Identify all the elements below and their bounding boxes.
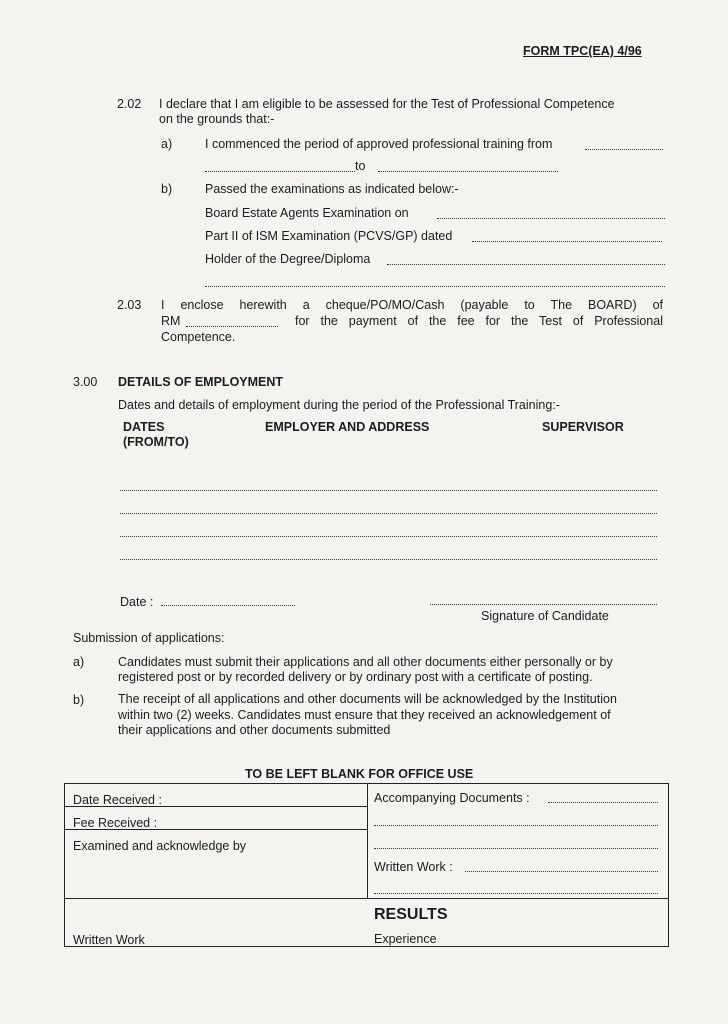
- column-supervisor: SUPERVISOR: [542, 420, 624, 434]
- section-300-number: 3.00: [73, 375, 98, 389]
- examined-by-label: Examined and acknowledge by: [73, 839, 247, 853]
- employment-line-1[interactable]: [120, 490, 657, 491]
- fee-received-label: Fee Received :: [73, 816, 158, 830]
- office-table-results-divider: [65, 898, 668, 899]
- date-received-label: Date Received :: [73, 793, 162, 807]
- estate-agents-exam-label: Board Estate Agents Examination on: [205, 206, 409, 220]
- section-300-subtitle: Dates and details of employment during the period of the Professional Training:-: [118, 398, 560, 412]
- submission-b-line3: their applications and other documents submitted: [118, 723, 391, 737]
- written-work-left-label: Written Work: [73, 933, 145, 947]
- section-202-intro-line2: on the grounds that:-: [159, 112, 275, 126]
- submission-b-line1: The receipt of all applications and other documents will be acknowledged by the Institution: [118, 692, 617, 706]
- date-label: Date :: [120, 595, 154, 609]
- office-table-divider: [367, 783, 368, 898]
- accompanying-documents-field[interactable]: [548, 802, 658, 803]
- section-203-line2: for the payment of the fee for the Test of Professional: [295, 314, 663, 328]
- employment-line-2[interactable]: [120, 513, 657, 514]
- signature-label: Signature of Candidate: [481, 609, 609, 623]
- accompanying-documents-line-3[interactable]: [374, 848, 658, 849]
- section-203-line3: Competence.: [161, 330, 236, 344]
- experience-label: Experience: [374, 932, 437, 946]
- submission-a-line1: Candidates must submit their applications and all other documents either personally or by: [118, 655, 613, 669]
- ism-exam-field[interactable]: [472, 241, 662, 242]
- accompanying-documents-line-2[interactable]: [374, 825, 658, 826]
- submission-a-line2: registered post or by recorded delivery or by ordinary post with a certificate of posting.: [118, 670, 593, 684]
- office-use-heading: TO BE LEFT BLANK FOR OFFICE USE: [245, 767, 474, 781]
- section-202-intro-line1: I declare that I am eligible to be assessed for the Test of Professional Competence: [159, 97, 615, 111]
- accompanying-documents-label: Accompanying Documents :: [374, 791, 530, 805]
- section-203-line1: I enclose herewith a cheque/PO/MO/Cash (payable to The BOARD) of: [161, 298, 663, 312]
- training-to-field[interactable]: [378, 171, 558, 172]
- degree-diploma-label: Holder of the Degree/Diploma: [205, 252, 371, 266]
- fee-amount-field[interactable]: [186, 326, 278, 327]
- submission-heading: Submission of applications:: [73, 631, 225, 645]
- training-to-label: to: [355, 159, 366, 173]
- exams-passed-label: Passed the examinations as indicated below:-: [205, 182, 459, 196]
- written-work-field[interactable]: [465, 871, 658, 872]
- training-from-date-field[interactable]: [205, 171, 355, 172]
- section-202-number: 2.02: [117, 97, 142, 111]
- section-300-title: DETAILS OF EMPLOYMENT: [118, 375, 284, 389]
- date-field[interactable]: [161, 605, 295, 606]
- employment-line-3[interactable]: [120, 536, 657, 537]
- submission-b-line2: within two (2) weeks. Candidates must ensure that they received an acknowledgement of: [118, 708, 611, 722]
- ism-exam-label: Part II of ISM Examination (PCVS/GP) dated: [205, 229, 453, 243]
- written-work-right-label: Written Work :: [374, 860, 453, 874]
- section-203-number: 2.03: [117, 298, 142, 312]
- form-code: FORM TPC(EA) 4/96: [523, 44, 642, 58]
- degree-diploma-field[interactable]: [387, 264, 665, 265]
- item-a-label: a): [161, 137, 173, 151]
- training-from-field[interactable]: [585, 149, 663, 150]
- degree-diploma-field-line2[interactable]: [205, 286, 665, 287]
- estate-agents-exam-field[interactable]: [437, 218, 665, 219]
- employment-line-4[interactable]: [120, 559, 657, 560]
- section-203-rm-label: RM: [161, 314, 181, 328]
- column-dates-from-to: (FROM/TO): [123, 435, 189, 449]
- training-from-label: I commenced the period of approved professional training from: [205, 137, 553, 151]
- results-heading: RESULTS: [374, 906, 448, 923]
- written-work-line-2[interactable]: [374, 893, 658, 894]
- column-dates: DATES: [123, 420, 165, 434]
- item-b-label: b): [161, 182, 173, 196]
- submission-b-label: b): [73, 693, 85, 707]
- column-employer-address: EMPLOYER AND ADDRESS: [265, 420, 430, 434]
- signature-field[interactable]: [430, 604, 657, 605]
- submission-a-label: a): [73, 655, 85, 669]
